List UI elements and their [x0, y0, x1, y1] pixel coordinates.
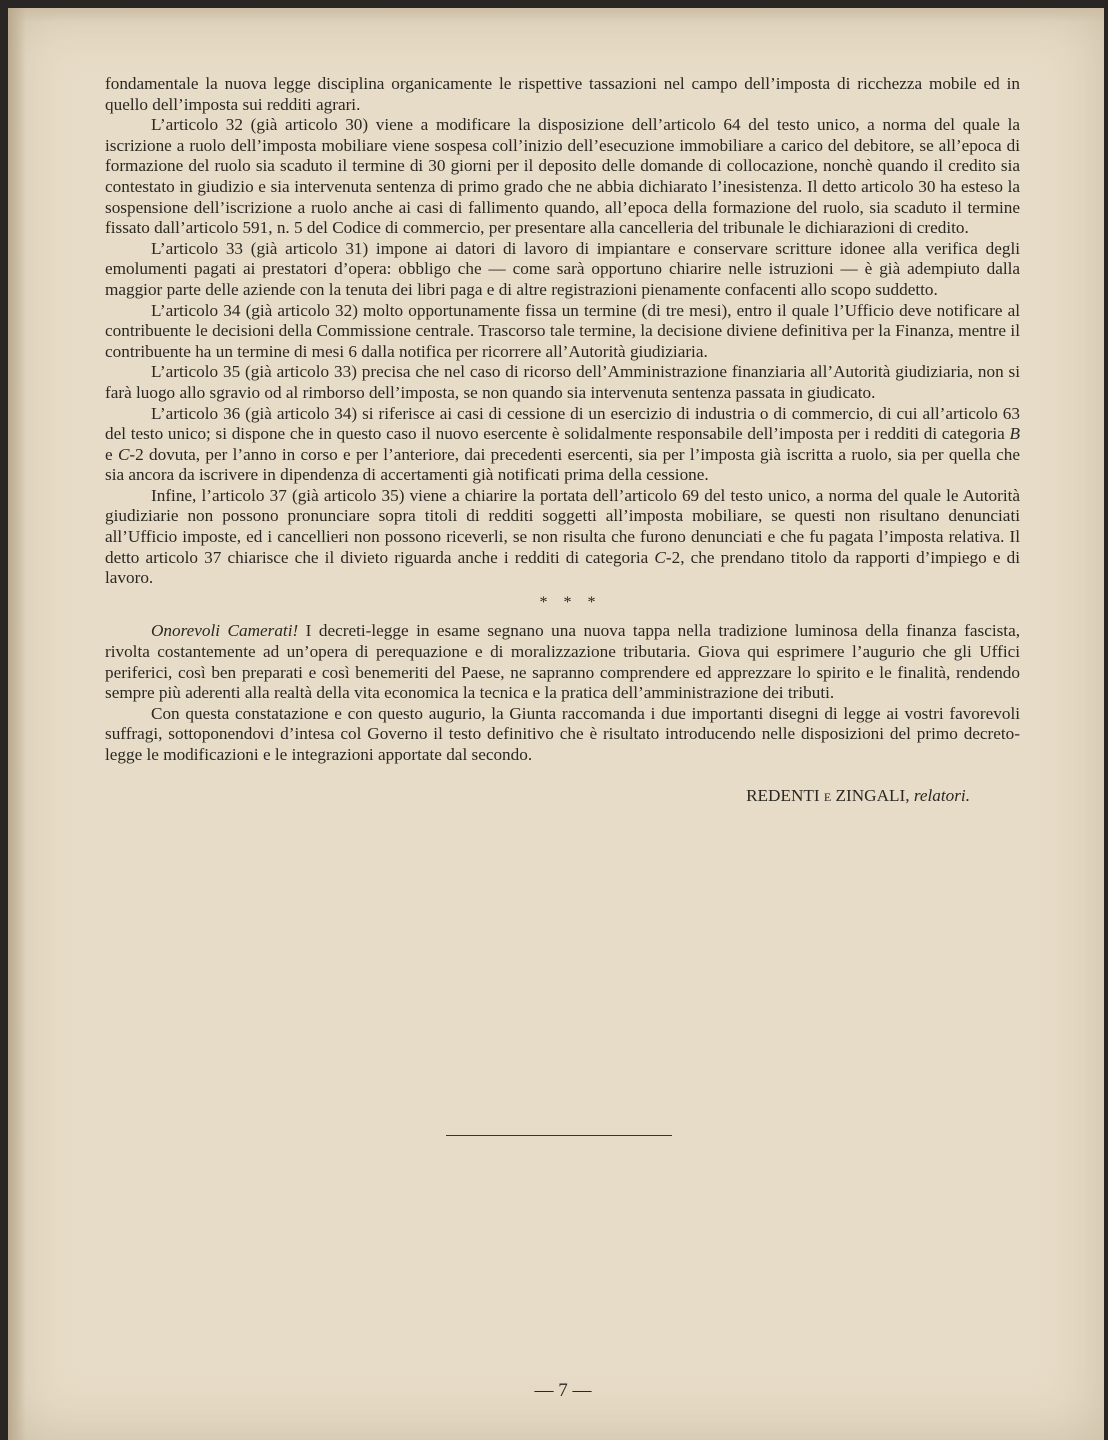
paragraph-closing-1: Onorevoli Camerati! I decreti-legge in esame segnano una nuova tappa nella tradizione luminosa della finanza fascista, rivolta costantemente ad un’opera di perequazione e di moralizzazione tributaria. Giova qui esprimere l’augurio che gli Uffici periferici, così ben preparati e così benemeriti del Paese, ne sapranno comprendere ed apprezzare lo spirito e le finalità, rendendo sempre più aderenti alla realtà della vita economica la tecnica e la pratica dell’amministrazione dei tributi.: [105, 621, 1020, 703]
paragraph-closing-2: Con questa constatazione e con questo augurio, la Giunta raccomanda i due importanti disegni di legge ai vostri favorevoli suffragi, sottoponendovi d’intesa col Governo il testo definitivo che è risultato introducendo nelle disposizioni del primo decreto-legge le modificazioni e le integrazioni apportate dal secondo.: [105, 703, 1020, 764]
end-rule: [446, 1135, 672, 1136]
page-binding-edge: [8, 8, 26, 1440]
paragraph-article-36: L’articolo 36 (già articolo 34) si riferisce ai casi di cessione di un esercizio di industria o di commercio, di cui all’articolo 63 del testo unico; si dispone che in questo caso il nuovo esercente è solidalmente responsabile dell’imposta per i redditi di categoria B e C-2 dovuta, per l’anno in corso e per l’anteriore, dai precedenti esercenti, sia per l’imposta già iscritta a ruolo, sia per quella che sia ancora da iscrivere in dipendenza di accertamenti già notificati prima della cessione.: [105, 403, 1020, 485]
document-page: [8, 8, 1104, 1440]
signature: REDENTI E ZINGALI, relatori.: [746, 785, 970, 805]
salutation: Onorevoli Camerati!: [151, 621, 299, 641]
paragraph-article-35: L’articolo 35 (già articolo 33) precisa che nel caso di ricorso dell’Amministrazione finanziaria all’Autorità giudiziaria, non si farà luogo allo sgravio od al rimborso dell’imposta, se non quando sia intervenuta sentenza passata in giudicato.: [105, 362, 1020, 402]
page-top-edge: [8, 8, 1104, 22]
paragraph-article-34: L’articolo 34 (già articolo 32) molto opportunamente fissa un termine (di tre mesi), entro il quale l’Ufficio deve notificare al contribuente le decisioni della Commissione centrale. Trascorso tale termine, la decisione diviene definitiva per la Finanza, mentre il contribuente ha un termine di mesi 6 dalla notifica per ricorrere all’Autorità giudiziaria.: [105, 300, 1020, 361]
page-number: — 7 —: [534, 1380, 592, 1401]
paragraph-article-32: L’articolo 32 (già articolo 30) viene a modificare la disposizione dell’articolo 64 del testo unico, a norma del quale la iscrizione a ruolo dell’imposta mobiliare viene sospesa coll’inizio dell’esecuzione immobiliare a carico del debitore, se all’epoca di formazione del ruolo sia scaduto il termine di 30 giorni per il deposito delle domande di collocazione, nonchè quando il credito sia contestato in giudizio e sia intervenuta sentenza di primo grado che ne abbia dichiarato l’inesistenza. Il detto articolo 30 ha esteso la sospensione dell’iscrizione a ruolo anche ai casi di fallimento quando, all’epoca della formazione del ruolo, sia scaduto il termine fissato dall’articolo 591, n. 5 del Codice di commercio, per presentare alla cancelleria del tribunale le dichiarazioni di credito.: [105, 115, 1020, 238]
paragraph-article-37: Infine, l’articolo 37 (già articolo 35) viene a chiarire la portata dell’articolo 69 del testo unico, a norma del quale le Autorità giudiziarie non possono pronunciare sopra titoli di redditi soggetti all’imposta mobiliare, se questi non risultano denunciati all’Ufficio imposte, ed i cancellieri non possono riceverli, se non risulta che furono denunciati e che fu pagata l’imposta relativa. Il detto articolo 37 chiarisce che il divieto riguarda anche i redditi di categoria C-2, che prendano titolo da rapporti d’impiego e di lavoro.: [105, 485, 1020, 588]
paragraph-article-33: L’articolo 33 (già articolo 31) impone ai datori di lavoro di impiantare e conservare scritture idonee alla verifica degli emolumenti pagati ai prestatori d’opera: obbligo che — come sarà opportuno chiarire nelle istruzioni — è già adempiuto dalla maggior parte delle aziende con la tenuta dei libri paga e di altre registrazioni pienamente confacenti allo scopo suddetto.: [105, 238, 1020, 299]
section-separator: * * *: [539, 593, 602, 611]
body-text: [105, 74, 1020, 807]
paragraph-continuation: fondamentale la nuova legge disciplina organicamente le rispettive tassazioni nel campo dell’imposta di ricchezza mobile ed in quello dell’imposta sui redditi agrari.: [105, 74, 1020, 114]
